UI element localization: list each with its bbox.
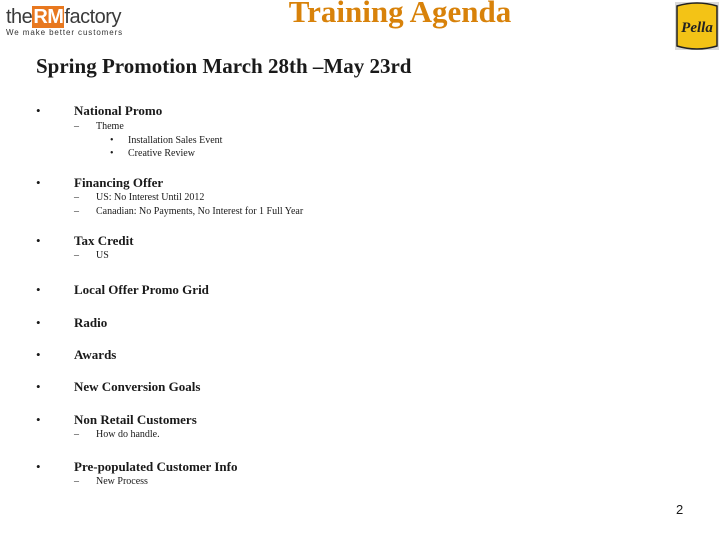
bullet-marker: •: [36, 315, 41, 330]
agenda-item-non-retail: Non Retail Customers: [74, 412, 197, 427]
agenda-subsubitem-installation: Installation Sales Event: [128, 135, 223, 146]
pella-logo-icon: [675, 2, 719, 50]
agenda-item-financing: Financing Offer: [74, 175, 164, 190]
agenda-item-local-offer: Local Offer Promo Grid: [74, 282, 209, 297]
logo-tagline: We make better customers: [6, 28, 124, 37]
page-number: 2: [676, 502, 684, 517]
bullet-marker: •: [36, 233, 41, 248]
agenda-item-awards: Awards: [74, 347, 117, 362]
agenda-subsubitem-creative: Creative Review: [128, 148, 195, 159]
agenda-item-conversion-goals: New Conversion Goals: [74, 379, 201, 394]
dash-marker: –: [74, 429, 79, 440]
logo-the-text: the: [6, 6, 33, 28]
logo-rm-text: RM: [33, 6, 64, 28]
agenda-subitem-how-handle: How do handle.: [96, 429, 160, 440]
bullet-marker: •: [36, 412, 41, 427]
agenda-subitem-us-financing: US: No Interest Until 2012: [96, 192, 205, 203]
agenda-item-tax-credit: Tax Credit: [74, 233, 134, 248]
bullet-marker: •: [36, 347, 41, 362]
dash-marker: –: [74, 192, 79, 203]
slide-title: Training Agenda: [288, 0, 512, 29]
agenda-item-radio: Radio: [74, 315, 108, 330]
pella-logo-text: Pella: [681, 20, 713, 36]
dash-marker: –: [74, 476, 79, 487]
bullet-marker: •: [36, 459, 41, 474]
logo-factory-text: factory: [64, 6, 121, 28]
agenda-subitem-us-tax: US: [96, 250, 109, 261]
bullet-marker: •: [36, 175, 41, 190]
slide-subtitle: Spring Promotion March 28th –May 23rd: [36, 54, 412, 78]
bullet-marker: •: [110, 135, 114, 146]
bullet-marker: •: [36, 379, 41, 394]
agenda-item-prepopulated: Pre-populated Customer Info: [74, 459, 238, 474]
agenda-subitem-theme: Theme: [96, 121, 124, 132]
agenda-subitem-new-process: New Process: [96, 476, 148, 487]
dash-marker: –: [74, 206, 79, 217]
dash-marker: –: [74, 250, 79, 261]
bullet-marker: •: [36, 282, 41, 297]
dash-marker: –: [74, 121, 79, 132]
bullet-marker: •: [36, 103, 41, 118]
bullet-marker: •: [110, 148, 114, 159]
agenda-item-national-promo: National Promo: [74, 103, 163, 118]
agenda-subitem-canadian-financing: Canadian: No Payments, No Interest for 1 Full Year: [96, 206, 304, 217]
